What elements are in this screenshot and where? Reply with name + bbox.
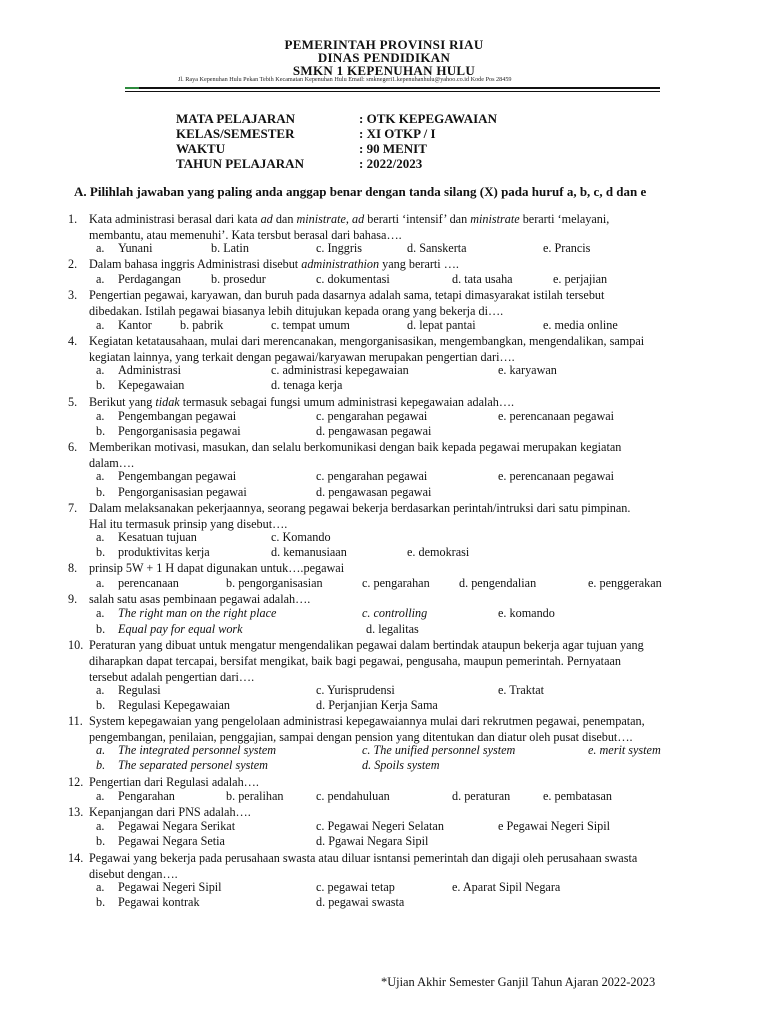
option-a: Pengarahan — [118, 789, 175, 803]
option-e: e. karyawan — [498, 363, 557, 377]
question-text: Dalam bahasa inggris Administrasi disebut administrathion yang berarti …. — [89, 257, 459, 271]
option-c: c. tempat umum — [271, 318, 350, 332]
option-c: c. The unified personnel system — [362, 743, 516, 757]
option-c: c. Inggris — [316, 241, 363, 255]
option-b: Pegawai kontrak — [118, 895, 200, 909]
option-d: d. pegawai swasta — [316, 895, 405, 909]
option-a: Administrasi — [118, 363, 181, 377]
option-letter: a. — [96, 318, 105, 332]
header-line-1: PEMERINTAH PROVINSI RIAU — [284, 37, 484, 52]
option-a: Pegawai Negara Serikat — [118, 819, 236, 833]
header-rule-thick — [125, 87, 660, 89]
option-e: e. demokrasi — [407, 545, 470, 559]
question-number: 2. — [68, 257, 78, 271]
question-text-line-2: kegiatan lainnya, yang terkait dengan pegawai/karyawan merupakan pengertian dari…. — [89, 350, 515, 364]
option-a: Pengembangan pegawai — [118, 469, 237, 483]
question-text: Memberikan motivasi, masukan, dan selalu berkomunikasi dengan baik kepada pegawai merupakan kegiatan — [89, 440, 622, 454]
option-letter: a. — [96, 743, 106, 757]
question-text: Peraturan yang dibuat untuk mengatur mengendalikan pegawai dalam bertindak ataupun bekerja agar tujuan yang — [89, 638, 644, 652]
option-e: e. Aparat Sipil Negara — [452, 880, 561, 894]
question-text-line-2: Hal itu termasuk prinsip yang disebut…. — [89, 517, 288, 531]
option-letter: b. — [96, 545, 106, 559]
question-number: 6. — [68, 440, 78, 454]
option-letter: b. — [96, 424, 106, 438]
question-text-line-2: diharapkan dapat tercapai, bersifat mengikat, baik bagi pegawai, pengusaha, maupun pemerintah. Pernyataan — [89, 654, 621, 668]
option-c: c. pegawai tetap — [316, 880, 395, 894]
option-letter: a. — [96, 789, 105, 803]
option-e: e. perjajian — [553, 272, 608, 286]
option-c: c. Yurisprudensi — [316, 683, 395, 697]
question-text-line-3: tersebut adalah pengertian dari…. — [89, 670, 255, 684]
header-line-2: DINAS PENDIDIKAN — [317, 50, 451, 65]
option-b: b. Latin — [211, 241, 249, 255]
option-a: perencanaan — [118, 576, 179, 590]
option-c: c. pengarahan pegawai — [316, 469, 428, 483]
question-text-line-2: dalam…. — [89, 456, 135, 470]
option-d: d. Sanskerta — [407, 241, 467, 255]
option-a: Pegawai Negeri Sipil — [118, 880, 222, 894]
option-c: c. Pegawai Negeri Selatan — [316, 819, 444, 833]
option-d: d. kemanusiaan — [271, 545, 347, 559]
option-letter: b. — [96, 485, 106, 499]
option-e: e Pegawai Negeri Sipil — [498, 819, 611, 833]
info-label: WAKTU — [176, 141, 226, 156]
option-b: Pengorganisasia pegawai — [118, 424, 241, 438]
header-line-3: SMKN 1 KEPENUHAN HULU — [292, 63, 476, 78]
option-a: Kesatuan tujuan — [118, 530, 197, 544]
option-letter: b. — [96, 834, 106, 848]
option-b: Kepegawaian — [118, 378, 185, 392]
question-text: Pengertian dari Regulasi adalah…. — [89, 775, 259, 789]
option-a: Yunani — [118, 241, 153, 255]
option-e: e. komando — [498, 606, 555, 620]
header-address: Jl. Raya Kepenuhan Hulu Pekan Tebih Kecamatan Kepenuhan Hulu Email: smknegeri1.kepenuhanhulu@yahoo.co.id Kode Pos 28459 — [178, 76, 512, 83]
question-text: Berikut yang tidak termasuk sebagai fungsi umum administrasi kepegawaian adalah…. — [89, 395, 515, 409]
question-number: 7. — [68, 501, 78, 515]
option-letter: a. — [96, 409, 105, 423]
option-e: e. perencanaan pegawai — [498, 469, 615, 483]
option-b: The separated personel system — [118, 758, 268, 772]
option-letter: a. — [96, 241, 105, 255]
option-b: Regulasi Kepegawaian — [118, 698, 231, 712]
info-label: MATA PELAJARAN — [176, 111, 296, 126]
option-d: d. pengendalian — [459, 576, 537, 590]
option-letter: a. — [96, 363, 105, 377]
option-e: e. merit system — [588, 743, 661, 757]
option-d: d. Spoils system — [362, 758, 440, 772]
option-c: c. controlling — [362, 606, 428, 620]
question-text-line-2: disebut dengan…. — [89, 867, 178, 881]
info-row-subject — [176, 111, 497, 127]
option-a: Pengembangan pegawai — [118, 409, 237, 423]
question-text-line-2: pengembangan, penilaian, penggajian, sampai dengan pension yang ditentukan dan diatur oleh pusat disebut…. — [89, 730, 633, 744]
question-text: prinsip 5W + 1 H dapat digunakan untuk….pegawai — [89, 561, 345, 575]
option-d: d. Perjanjian Kerja Sama — [316, 698, 438, 712]
question-text: Pengertian pegawai, karyawan, dan buruh pada dasarnya adalah sama, tetapi dimasyarakat istilah tersebut — [89, 288, 605, 302]
option-letter: a. — [96, 606, 105, 620]
option-letter: a. — [96, 880, 105, 894]
option-letter: a. — [96, 530, 105, 544]
option-b: b. prosedur — [211, 272, 266, 286]
option-d: d. pengawasan pegawai — [316, 424, 432, 438]
question-number: 8. — [68, 561, 78, 575]
option-c: c. Komando — [271, 530, 331, 544]
info-value: : OTK KEPEGAWAIAN — [359, 111, 497, 126]
option-b: produktivitas kerja — [118, 545, 210, 559]
option-a: The integrated personnel system — [118, 743, 277, 757]
question-number: 10. — [68, 638, 84, 652]
question-number: 12. — [68, 775, 84, 789]
option-c: c. pengarahan pegawai — [316, 409, 428, 423]
option-d: d. tenaga kerja — [271, 378, 343, 392]
option-c: c. administrasi kepegawaian — [271, 363, 409, 377]
info-value: : 90 MENIT — [359, 141, 427, 156]
question-number: 14. — [68, 851, 84, 865]
question-number: 3. — [68, 288, 78, 302]
option-d: d. tata usaha — [452, 272, 513, 286]
question-text: Kepanjangan dari PNS adalah…. — [89, 805, 251, 819]
option-c: c. pendahuluan — [316, 789, 390, 803]
option-letter: a. — [96, 819, 105, 833]
option-b: Equal pay for equal work — [118, 622, 243, 636]
section-instruction: A. Pilihlah jawaban yang paling anda anggap benar dengan tanda silang (X) pada huruf a, b, c, d dan e — [74, 184, 647, 199]
question-text: Pegawai yang bekerja pada perusahaan swasta atau diluar isntansi pemerintah dan digaji oleh perusahaan swasta — [89, 851, 638, 865]
info-value: : XI OTKP / I — [359, 126, 436, 141]
option-d: d. peraturan — [452, 789, 511, 803]
option-b: Pegawai Negara Setia — [118, 834, 225, 848]
option-a: Regulasi — [118, 683, 161, 697]
option-e: e. media online — [543, 318, 618, 332]
option-a: The right man on the right place — [118, 606, 277, 620]
option-letter: b. — [96, 895, 106, 909]
option-letter: b. — [96, 758, 106, 772]
option-a: Perdagangan — [118, 272, 181, 286]
option-letter: b. — [96, 378, 106, 392]
option-e: e. Traktat — [498, 683, 545, 697]
option-letter: b. — [96, 698, 106, 712]
question-text: System kepegawaian yang pengelolaan administrasi kepegawaiannya mulai dari rekrutmen pegawai, penempatan, — [89, 714, 645, 728]
question-text: salah satu asas pembinaan pegawai adalah…. — [89, 592, 311, 606]
option-letter: a. — [96, 576, 105, 590]
question-number: 9. — [68, 592, 78, 606]
option-b: b. pengorganisasian — [226, 576, 323, 590]
option-e: e. pembatasan — [543, 789, 613, 803]
question-text-line-2: membantu, atau memenuhi’. Kata tersbut berasal dari bahasa…. — [89, 228, 402, 242]
option-d: d. pengawasan pegawai — [316, 485, 432, 499]
info-row-year — [176, 156, 423, 172]
option-e: e. perencanaan pegawai — [498, 409, 615, 423]
option-b: Pengorganisasian pegawai — [118, 485, 247, 499]
question-text-line-2: dibedakan. Istilah pegawai biasanya lebih ditujukan kepada orang yang bekerja di…. — [89, 304, 504, 318]
option-a: Kantor — [118, 318, 152, 332]
question-number: 1. — [68, 212, 78, 226]
header-accent-mark — [125, 87, 139, 89]
question-number: 13. — [68, 805, 84, 819]
info-value: : 2022/2023 — [359, 156, 423, 171]
question-text: Kegiatan ketatausahaan, mulai dari merencanakan, mengorganisasikan, mengembangkan, mengendalikan, sampai — [89, 334, 645, 348]
option-d: d. legalitas — [366, 622, 419, 636]
question-number: 4. — [68, 334, 78, 348]
header-rule-thin — [125, 91, 660, 92]
option-e: e. Prancis — [543, 241, 591, 255]
option-e: e. penggerakan — [588, 576, 662, 590]
option-letter: a. — [96, 272, 105, 286]
option-letter: a. — [96, 683, 105, 697]
option-c: c. pengarahan — [362, 576, 430, 590]
footer-note: *Ujian Akhir Semester Ganjil Tahun Ajaran 2022-2023 — [381, 975, 656, 989]
option-d: d. lepat pantai — [407, 318, 476, 332]
option-b: b. peralihan — [226, 789, 284, 803]
option-c: c. dokumentasi — [316, 272, 390, 286]
option-letter: b. — [96, 622, 106, 636]
option-d: d. Pgawai Negara Sipil — [316, 834, 429, 848]
option-b: b. pabrik — [180, 318, 224, 332]
info-label: TAHUN PELAJARAN — [176, 156, 304, 171]
question-number: 5. — [68, 395, 78, 409]
question-number: 11. — [68, 714, 83, 728]
info-row-time — [176, 141, 427, 157]
option-letter: a. — [96, 469, 105, 483]
info-label: KELAS/SEMESTER — [176, 126, 295, 141]
question-text: Dalam melaksanakan pekerjaannya, seorang pegawai bekerja berdasarkan perintah/intruksi dari satu pimpinan. — [89, 501, 631, 515]
info-row-class — [176, 126, 436, 142]
question-text: Kata administrasi berasal dari kata ad dan ministrate, ad berarti ‘intensif’ dan ministrate berarti ‘melayani, — [89, 212, 610, 226]
